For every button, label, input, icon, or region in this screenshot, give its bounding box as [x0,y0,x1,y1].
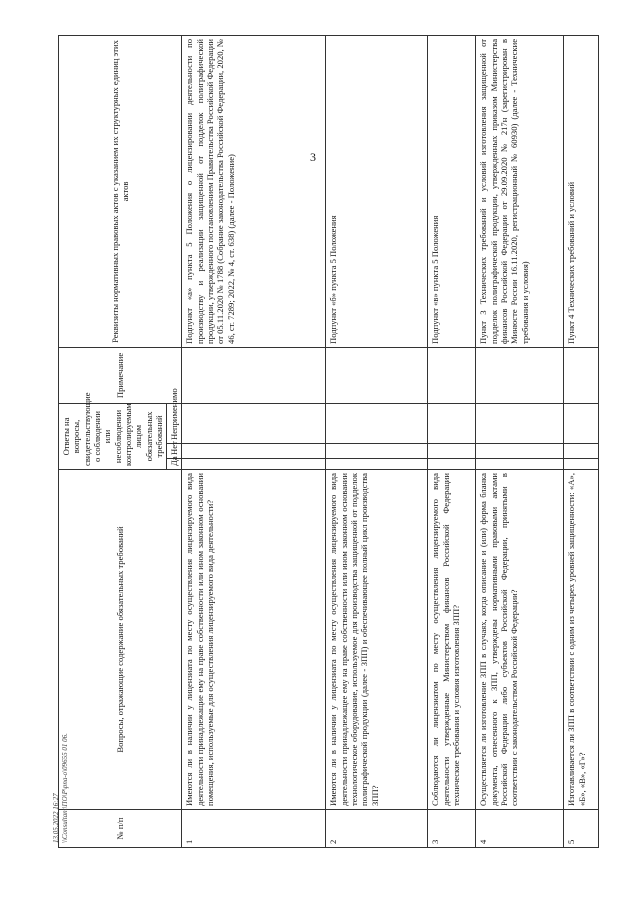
answer-yes-cell[interactable] [182,459,326,470]
answer-na-cell[interactable] [564,403,599,443]
answer-yes-cell[interactable] [428,459,476,470]
answer-na-cell[interactable] [326,403,428,443]
requisites-cell: Подпункт «б» пункта 5 Положения [326,35,428,347]
answer-yes-cell[interactable] [326,459,428,470]
answer-no-cell[interactable] [326,444,428,459]
note-cell[interactable] [476,347,564,403]
question-cell: Имеются ли в наличии у лицензиата по месту осуществления лицензируемого вида деятельности принадлежащие ему на праве собственности или ином законном основании помещения, используемые для осуществления лицензируемого вида деятельности? [182,470,326,810]
requisites-cell: Подпункт «а» пункта 5 Положения о лицензировании деятельности по производству и реализации защищенной от подделок полиграфической продукции, утвержденного постановлением Правительства Российской Федерации от 05.11.2020 № 1788 (Собрание законодательства Российской Федерации, 2020, № 46, ст. 7289; 2022, № 4, ст. 638) (далее - Положение) [182,35,326,347]
header-no: Нет [167,444,182,459]
page-number: 3 [310,150,316,164]
table-row [182,35,326,847]
header-answers: Ответы на вопросы, свидетельствующие о соблюдении или несоблюдении контролируемым лицом обязательных требований [59,403,167,469]
requisites-cell: Пункт 4 Технических требований и условий [564,35,599,347]
note-cell[interactable] [182,347,326,403]
row-number: 2 [326,810,428,848]
answer-no-cell[interactable] [428,444,476,459]
answer-na-cell[interactable] [182,403,326,443]
note-cell[interactable] [428,347,476,403]
header-question: Вопросы, отражающие содержание обязательных требований [59,470,182,810]
answer-na-cell[interactable] [428,403,476,443]
document-footer [52,733,70,843]
question-cell: Осуществляется ли изготовление ЗПП в случаях, когда описание и (или) форма бланка документа, отнесенного к ЗПП, утверждены нормативными правовыми актами Российской Федерации либо субъектов Российской Федерации, принятыми в соответствии с законодательством Российской Федерации? [476,470,564,810]
header-num: № п/п [59,810,182,848]
header-note: Примечание [59,347,182,403]
answer-no-cell[interactable] [476,444,564,459]
note-cell[interactable] [326,347,428,403]
footer-timestamp: 13.05.2022 16:27 [52,793,60,843]
question-cell: Изготавливается ли ЗПП в соответствии с одним из четырех уровней защищенности: «А», «Б», «В», «Г»? [564,470,599,810]
answer-yes-cell[interactable] [476,459,564,470]
table-row [326,35,428,847]
requirements-table-container [58,36,587,848]
table-row [428,35,476,847]
row-number: 3 [428,810,476,848]
answer-na-cell[interactable] [476,403,564,443]
table-row [564,35,599,847]
table-row [476,35,564,847]
row-number: 4 [476,810,564,848]
header-not-applicable: Неприменимо [167,403,182,443]
header-requisites: Реквизиты нормативных правовых актов с указанием их структурных единиц этих актов [59,35,182,347]
row-number: 5 [564,810,599,848]
requisites-cell: Пункт 3 Технических требований и условий изготовления защищенной от подделок полиграфической продукции, утвержденных приказом Министерства финансов Российской Федерации от 29.09.2020 № 217н (зарегистрирован в Минюсте России 16.11.2020, регистрационный № 60930) (далее - Технические требования и условия) [476,35,564,347]
row-number: 1 [182,810,326,848]
answer-no-cell[interactable] [564,444,599,459]
answer-yes-cell[interactable] [564,459,599,470]
note-cell[interactable] [564,347,599,403]
footer-file-path: \\Consultant\ПО\Р\рпа-о\09655 01 06. [60,733,69,843]
requisites-cell: Подпункт «в» пункта 5 Положения [428,35,476,347]
header-yes: Да [167,459,182,470]
question-cell: Соблюдаются ли лицензиатом по месту осуществления лицензируемого вида деятельности утвержденные Министерством финансов Российской Федерации технические требования и условия изготовления ЗПП? [428,470,476,810]
answer-no-cell[interactable] [182,444,326,459]
requirements-table [58,35,599,848]
question-cell: Имеются ли в наличии у лицензиата по месту осуществления лицензируемого вида деятельности принадлежащее ему на праве собственности или ином законном основании технологическое оборудование, используемое для производства защищенной от подделок полиграфической продукции (далее - ЗПП) и обеспечивающее полный цикл производства ЗПП? [326,470,428,810]
